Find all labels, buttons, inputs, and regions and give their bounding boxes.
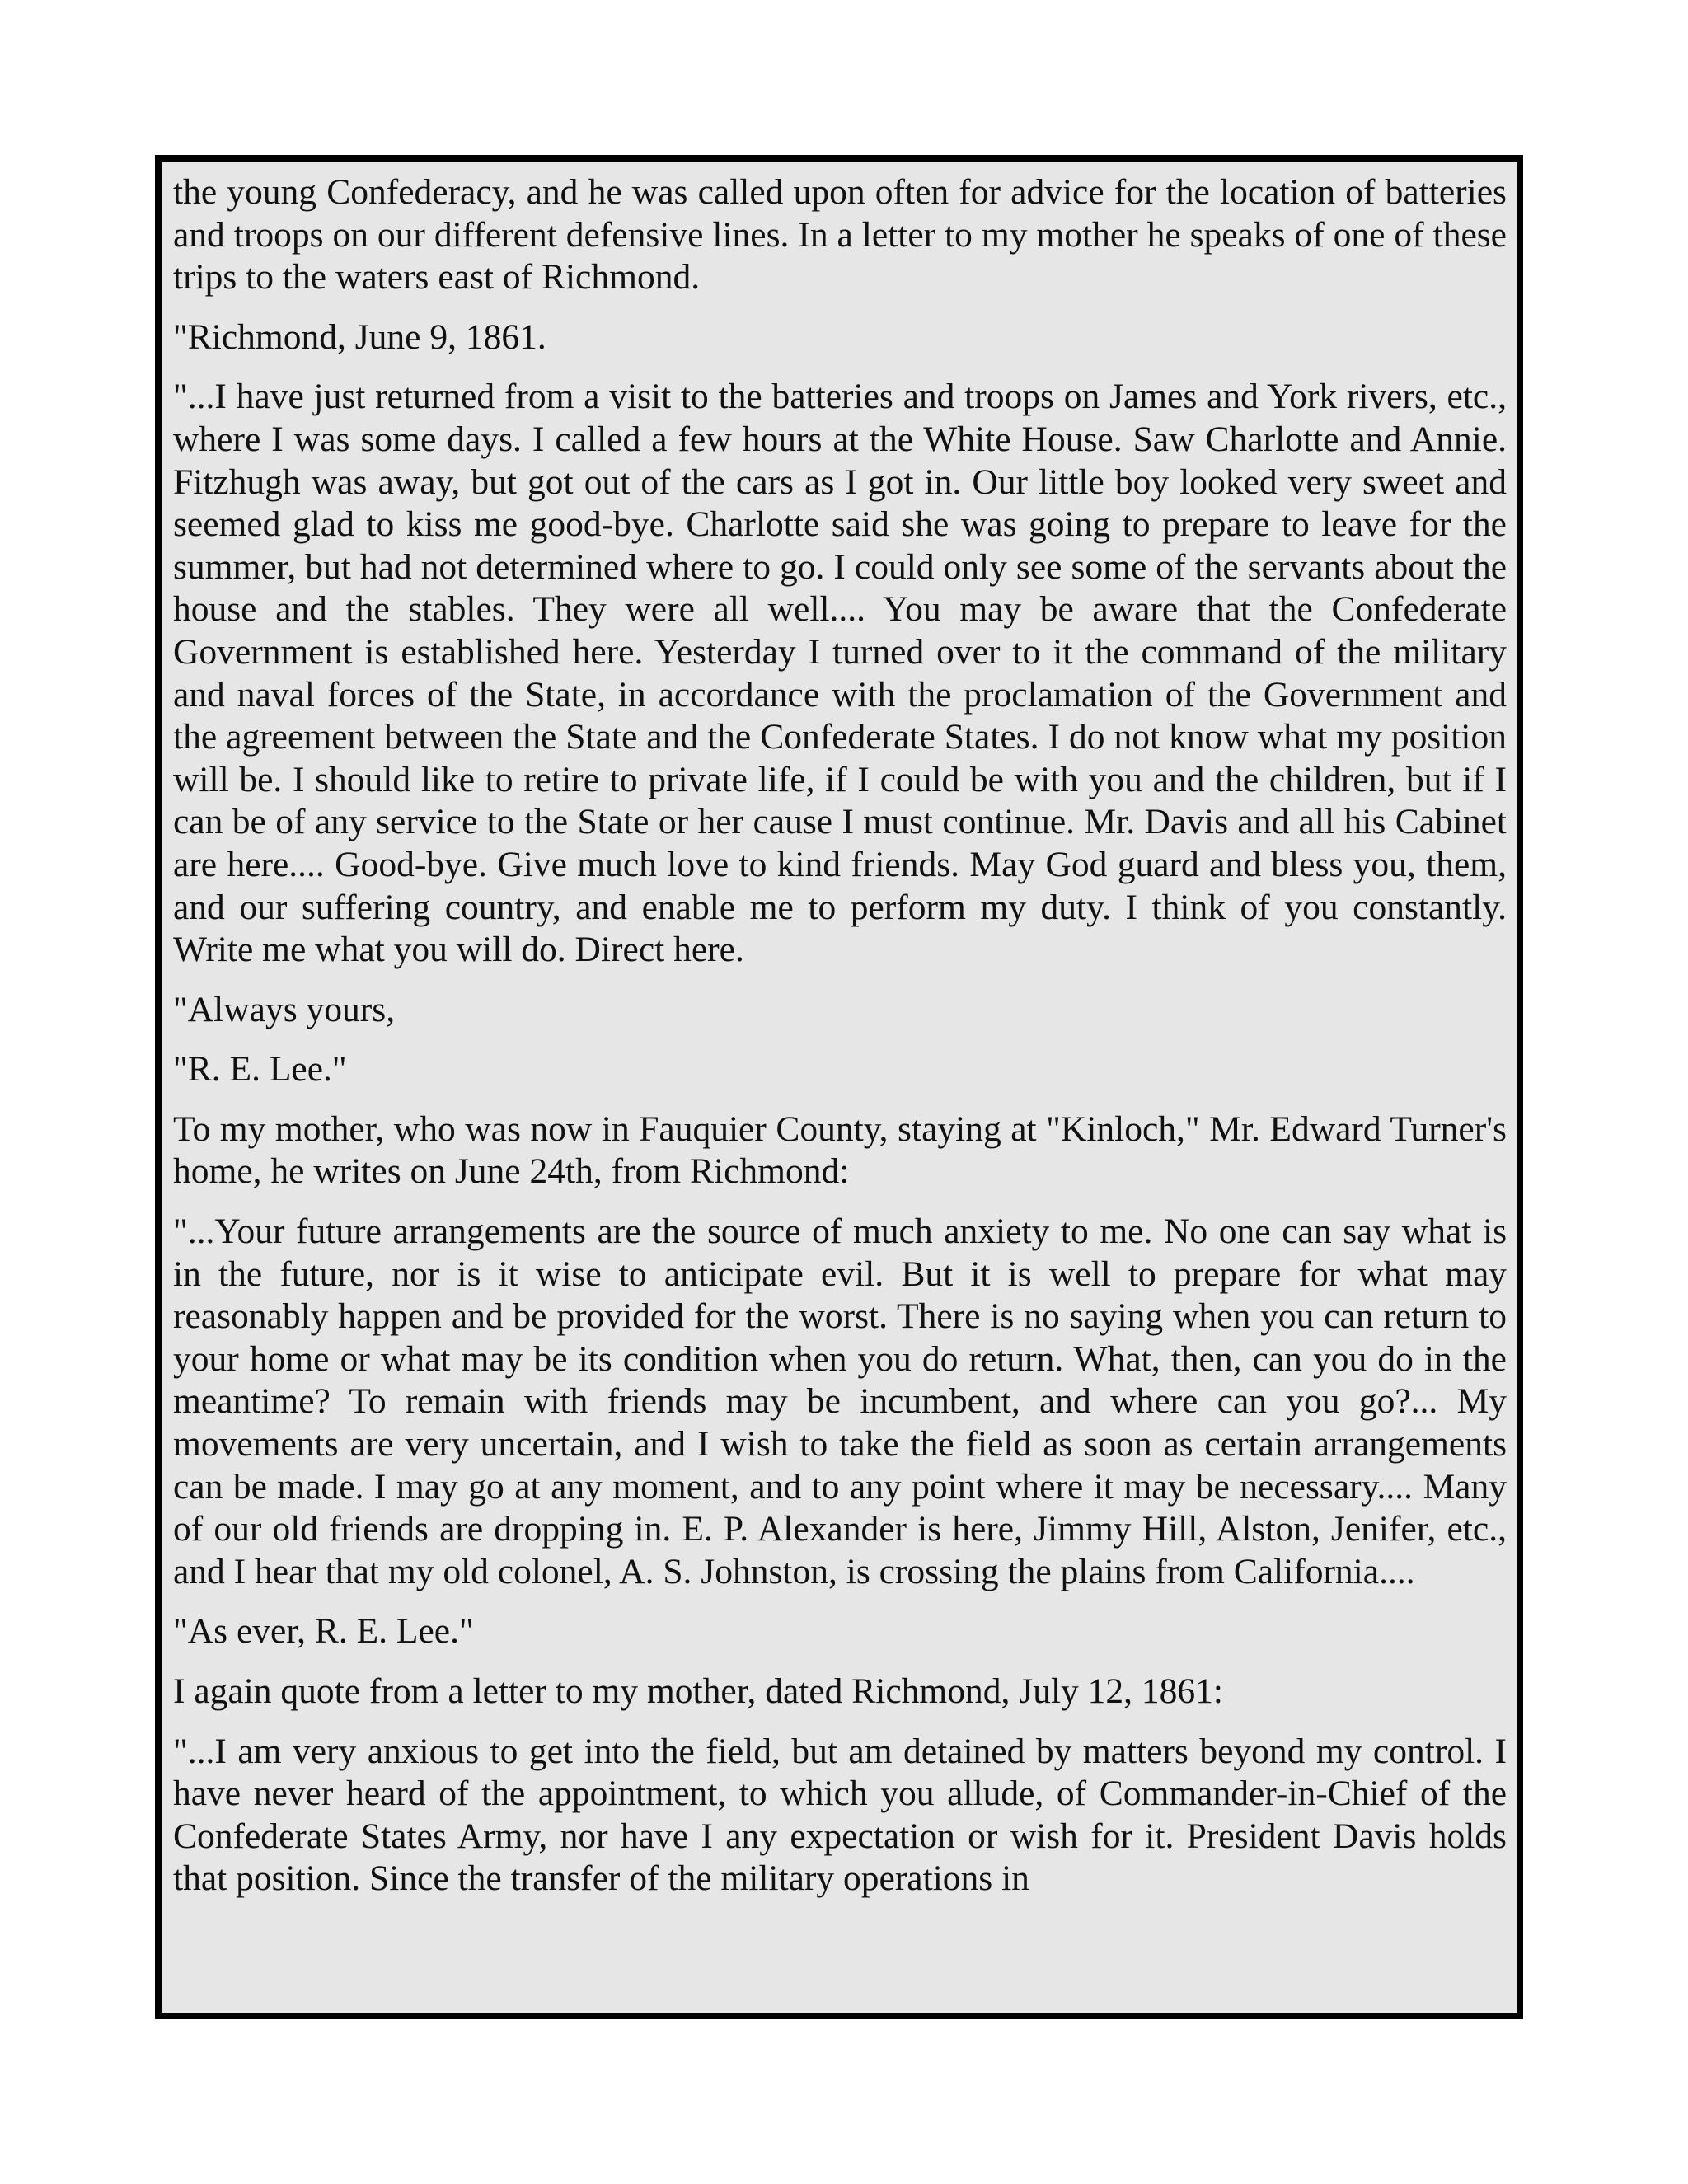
paragraph: the young Confederacy, and he was called upon often for advice for the location of batteries and troops on our different defensive lines. In a letter to my mother he speaks of one of these trips to the waters east of Richmond. (173, 172, 1507, 298)
paragraph: "...I have just returned from a visit to the batteries and troops on James and York rivers, etc., where I was some days. I called a few hours at the White House. Saw Charlotte and Annie. Fitzhugh was away, but got out of the cars as I got in. Our little boy looked very sweet and seemed glad to kiss me good-bye. Charlotte said she was going to prepare to leave for the summer, but had not determined where to go. I could only see some of the servants about the house and the stables. They were all well.... You may be aware that the Confederate Government is established here. Yesterday I turned over to it the command of the military and naval forces of the State, in accordance with the proclamation of the Government and the agreement between the State and the Confederate States. I do not know what my position will be. I should like to retire to private life, if I could be with you and the children, but if I can be of any service to the State or her cause I must continue. Mr. Davis and all his Cabinet are here.... Good-bye. Give much love to kind friends. May God guard and bless you, them, and our suffering country, and enable me to perform my duty. I think of you constantly. Write me what you will do. Direct here. (173, 377, 1507, 970)
paragraph: "...Your future arrangements are the source of much anxiety to me. No one can say what is in the future, nor is it wise to anticipate evil. But it is well to prepare for what may reasonably happen and be provided for the worst. There is no saying when you can return to your home or what may be its condition when you do return. What, then, can you do in the meantime? To remain with friends may be incumbent, and where can you go?... My movements are very uncertain, and I wish to take the field as soon as certain arrangements can be made. I may go at any moment, and to any point where it may be necessary.... Many of our old friends are dropping in. E. P. Alexander is here, Jimmy Hill, Alston, Jenifer, etc., and I hear that my old colonel, A. S. Johnston, is crossing the plains from California.... (173, 1212, 1507, 1591)
paragraph: "R. E. Lee." (173, 1049, 347, 1090)
paragraph: "Richmond, June 9, 1861. (173, 316, 546, 357)
paragraph: I again quote from a letter to my mother, dated Richmond, July 12, 1861: (173, 1671, 1223, 1711)
paragraph: "As ever, R. E. Lee." (173, 1611, 474, 1652)
paragraph: "...I am very anxious to get into the field, but am detained by matters beyond my control. I have never heard of the appointment, to which you allude, of Commander-in-Chief of the Confederate States Army, nor have I any expectation or wish for it. President Davis holds that position. Since the transfer of the military operations in (173, 1731, 1507, 1899)
paragraph: To my mother, who was now in Fauquier County, staying at "Kinloch," Mr. Edward Turner's home, he writes on June 24th, from Richmond: (173, 1108, 1507, 1192)
page-text-box (155, 155, 1523, 2019)
paragraph: "Always yours, (173, 989, 396, 1029)
